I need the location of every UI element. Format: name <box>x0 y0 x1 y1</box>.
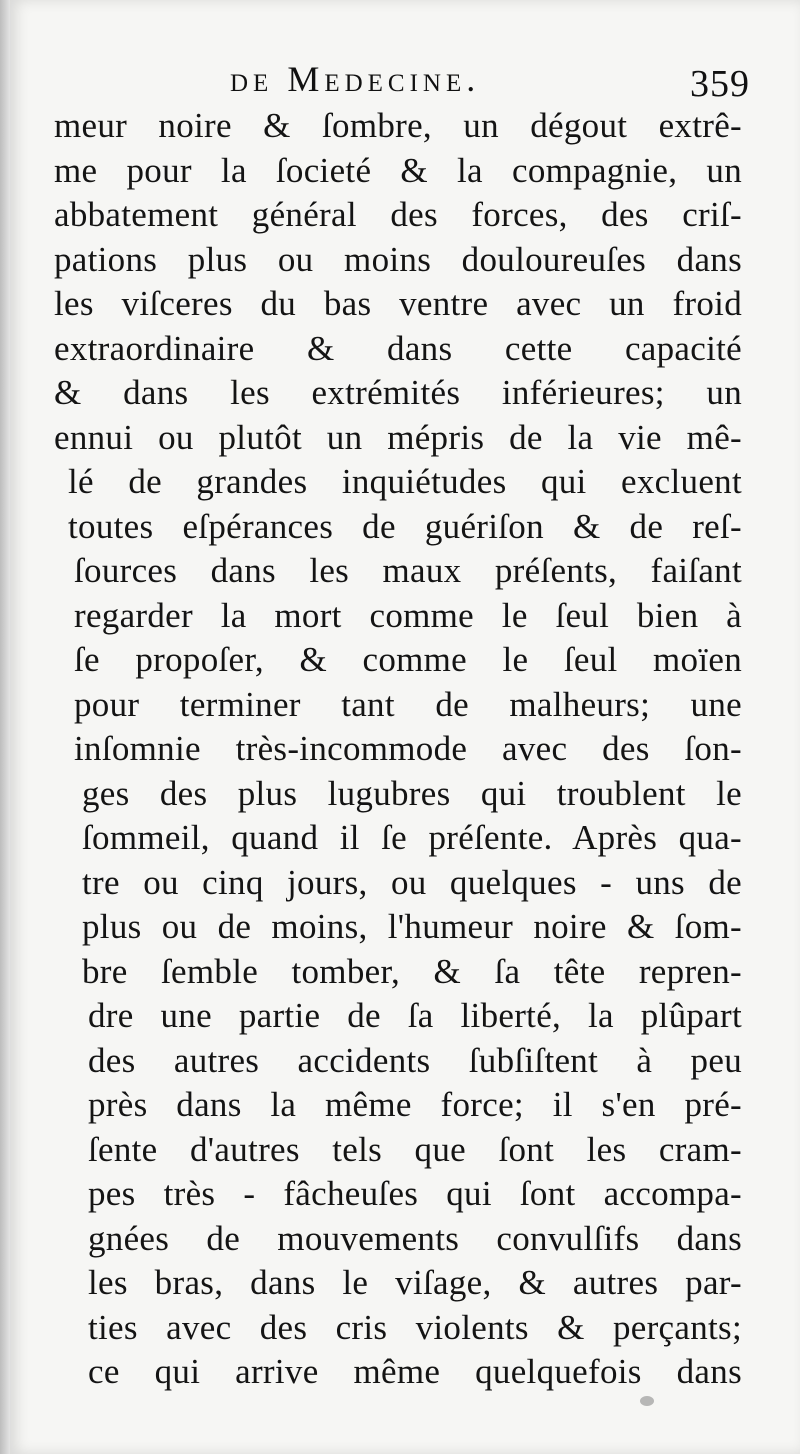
text-line: des autres accidents ſubſiſtent à peu <box>88 1040 742 1080</box>
text-line: regarder la mort comme le ſeul bien à <box>74 595 742 635</box>
text-line: dre une partie de ſa liberté, la plûpart <box>88 996 742 1035</box>
text-line: meur noire & ſombre, un dégout extrê- <box>54 106 742 145</box>
text-line: les bras, dans le viſage, & autres par- <box>88 1263 742 1302</box>
text-line: ce qui arrive même quelquefois dans <box>88 1352 742 1391</box>
text-line: ſente d'autres tels que ſont les cram- <box>88 1129 742 1169</box>
text-line: toutes eſpérances de guériſon & de reſ- <box>68 506 742 546</box>
page-number: 359 <box>690 63 750 105</box>
text-line: & dans les extrémités inférieures; un <box>54 373 742 412</box>
text-line: pour terminer tant de malheurs; une <box>74 684 742 724</box>
text-line: ges des plus lugubres qui troublent le <box>82 773 742 813</box>
ink-speck <box>640 1396 654 1406</box>
body-text <box>54 104 742 1395</box>
text-line: ſources dans les maux préſents, faiſant <box>74 551 742 590</box>
text-line: pes très - fâcheuſes qui ſont accompa- <box>88 1174 742 1213</box>
text-line: abbatement général des forces, des criſ- <box>54 195 742 234</box>
text-line: lé de grandes inquiétudes qui excluent <box>68 462 742 501</box>
text-line: gnées de mouvements convulſifs dans <box>88 1218 742 1258</box>
page-edge <box>0 0 10 1454</box>
running-title: de Medecine. <box>230 59 481 99</box>
page-header <box>60 56 750 108</box>
text-line: près dans la même force; il s'en pré- <box>88 1085 742 1124</box>
text-line: bre ſemble tomber, & ſa tête repren- <box>82 951 742 991</box>
text-line: tre ou cinq jours, ou quelques - uns de <box>82 862 742 902</box>
text-line: ſe propoſer, & comme le ſeul moïen <box>74 640 742 679</box>
text-line: inſomnie très-incommode avec des ſon- <box>74 729 742 768</box>
text-line: les viſceres du bas ventre avec un froid <box>54 284 742 323</box>
text-line: pations plus ou moins douloureuſes dans <box>54 239 742 279</box>
text-line: ennui ou plutôt un mépris de la vie mê- <box>54 417 742 457</box>
text-line: extraordinaire & dans cette capacité <box>54 328 742 368</box>
text-line: ſommeil, quand il ſe préſente. Après qua- <box>82 818 742 857</box>
text-line: ties avec des cris violents & perçants; <box>88 1307 742 1347</box>
text-line: me pour la ſocieté & la compagnie, un <box>54 150 742 190</box>
text-line: plus ou de moins, l'humeur noire & ſom- <box>82 907 742 946</box>
book-page <box>10 0 800 1454</box>
